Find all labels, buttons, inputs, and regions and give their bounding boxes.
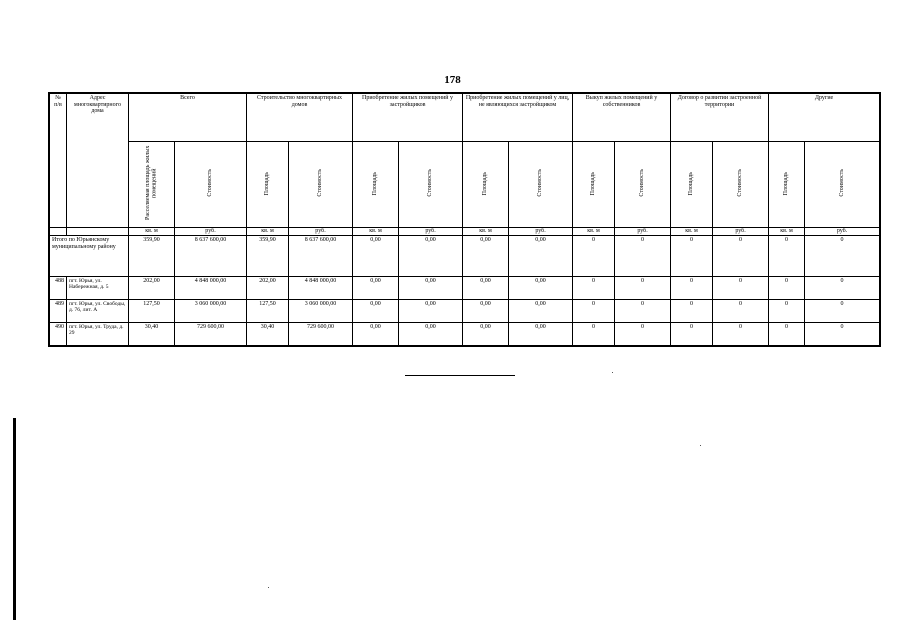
scan-margin-bar (13, 418, 16, 620)
resettlement-table (49, 93, 880, 346)
row-address: пгт. Юрья, ул. Свободы, д. 76, лит. А (67, 300, 129, 323)
total-cell: 0 (713, 236, 769, 277)
header-group: Выкуп жилых помещений у собственников (573, 94, 671, 142)
table-row (50, 323, 880, 346)
row-address: пгт. Юрья, ул. Труда, д. 29 (67, 323, 129, 346)
subheader-cell: Стоимость (805, 142, 880, 228)
row-cell: 0 (805, 300, 880, 323)
row-cell: 0,00 (463, 300, 509, 323)
total-label: Итого по Юрьянскому муниципальному району (50, 236, 129, 277)
header-group: Договор о развитии застроенной территории (671, 94, 769, 142)
header-no: № п/в (50, 94, 67, 228)
total-cell: 359,90 (247, 236, 289, 277)
row-cell: 0,00 (353, 323, 399, 346)
row-cell: 0 (573, 300, 615, 323)
footer-rule (405, 375, 515, 376)
table-row (50, 300, 880, 323)
subheader-cell: Стоимость (175, 142, 247, 228)
row-cell: 0,00 (353, 300, 399, 323)
row-cell: 0 (615, 323, 671, 346)
subheader-cell: Площадь (671, 142, 713, 228)
row-cell: 0 (769, 323, 805, 346)
row-cell: 0 (769, 300, 805, 323)
row-cell: 0 (769, 277, 805, 300)
row-cell: 0 (713, 323, 769, 346)
row-cell: 202,00 (247, 277, 289, 300)
subheader-cell: Площадь (247, 142, 289, 228)
row-address: пгт. Юрья, ул. Набережная, д. 5 (67, 277, 129, 300)
unit-cell: кв. м (247, 228, 289, 236)
header-row-sub (50, 142, 880, 228)
total-cell: 0 (805, 236, 880, 277)
total-cell: 0 (615, 236, 671, 277)
row-cell: 0 (671, 323, 713, 346)
row-cell: 0,00 (509, 277, 573, 300)
subheader-cell: Площадь (573, 142, 615, 228)
row-cell: 127,50 (247, 300, 289, 323)
unit-cell: руб. (615, 228, 671, 236)
row-cell: 0,00 (353, 277, 399, 300)
row-number: 488 (50, 277, 67, 300)
row-cell: 0 (713, 300, 769, 323)
total-cell: 8 637 600,00 (289, 236, 353, 277)
row-cell: 0,00 (463, 277, 509, 300)
row-cell: 3 060 000,00 (175, 300, 247, 323)
total-cell: 0 (573, 236, 615, 277)
header-group: Строительство многоквартирных домов (247, 94, 353, 142)
subheader-cell: Расселяемая площадь жилых помещений (129, 142, 175, 228)
row-cell: 0 (671, 277, 713, 300)
unit-cell: руб. (175, 228, 247, 236)
row-cell: 0,00 (399, 300, 463, 323)
row-cell: 0 (615, 300, 671, 323)
total-cell: 0,00 (399, 236, 463, 277)
row-cell: 729 600,00 (289, 323, 353, 346)
total-cell: 0,00 (353, 236, 399, 277)
unit-cell: руб. (399, 228, 463, 236)
row-cell: 0 (615, 277, 671, 300)
unit-cell: кв. м (129, 228, 175, 236)
total-cell: 0 (769, 236, 805, 277)
subheader-cell: Площадь (769, 142, 805, 228)
row-cell: 30,40 (247, 323, 289, 346)
row-cell: 4 848 000,00 (289, 277, 353, 300)
header-group: Приобретение жилых помещений у застройщиков (353, 94, 463, 142)
header-row-groups (50, 94, 880, 142)
row-cell: 0,00 (399, 323, 463, 346)
row-cell: 4 848 000,00 (175, 277, 247, 300)
subheader-cell: Площадь (353, 142, 399, 228)
row-cell: 127,50 (129, 300, 175, 323)
total-cell: 0,00 (463, 236, 509, 277)
header-group: Приобретение жилых помещений у лиц, не являющихся застройщиком (463, 94, 573, 142)
subheader-cell: Стоимость (713, 142, 769, 228)
subheader-cell: Стоимость (509, 142, 573, 228)
row-number: 489 (50, 300, 67, 323)
unit-cell: руб. (509, 228, 573, 236)
unit-cell: кв. м (573, 228, 615, 236)
scan-speck (268, 587, 269, 588)
table-row (50, 277, 880, 300)
row-cell: 0 (805, 323, 880, 346)
row-cell: 0,00 (463, 323, 509, 346)
subheader-cell: Стоимость (289, 142, 353, 228)
row-cell: 729 600,00 (175, 323, 247, 346)
header-group: Всего (129, 94, 247, 142)
unit-cell: кв. м (463, 228, 509, 236)
unit-cell: кв. м (769, 228, 805, 236)
row-number: 490 (50, 323, 67, 346)
row-cell: 0 (805, 277, 880, 300)
row-cell: 0 (573, 277, 615, 300)
row-cell: 0 (573, 323, 615, 346)
units-row (50, 228, 880, 236)
total-cell: 0,00 (509, 236, 573, 277)
row-cell: 0 (671, 300, 713, 323)
header-group: Другие (769, 94, 880, 142)
row-cell: 0,00 (509, 323, 573, 346)
total-cell: 8 637 600,00 (175, 236, 247, 277)
scan-speck (700, 445, 701, 446)
subheader-cell: Стоимость (615, 142, 671, 228)
unit-cell: кв. м (353, 228, 399, 236)
row-cell: 3 060 000,00 (289, 300, 353, 323)
total-cell: 359,90 (129, 236, 175, 277)
unit-cell: кв. м (671, 228, 713, 236)
unit-cell: руб. (713, 228, 769, 236)
row-cell: 30,40 (129, 323, 175, 346)
unit-cell: руб. (805, 228, 880, 236)
total-row (50, 236, 880, 277)
subheader-cell: Стоимость (399, 142, 463, 228)
row-cell: 0,00 (509, 300, 573, 323)
header-address: Адрес многоквартирного дома (67, 94, 129, 228)
unit-cell: руб. (289, 228, 353, 236)
page-number: 178 (444, 74, 461, 86)
scan-speck (612, 372, 613, 373)
row-cell: 0,00 (399, 277, 463, 300)
row-cell: 0 (713, 277, 769, 300)
subheader-cell: Площадь (463, 142, 509, 228)
row-cell: 202,00 (129, 277, 175, 300)
total-cell: 0 (671, 236, 713, 277)
